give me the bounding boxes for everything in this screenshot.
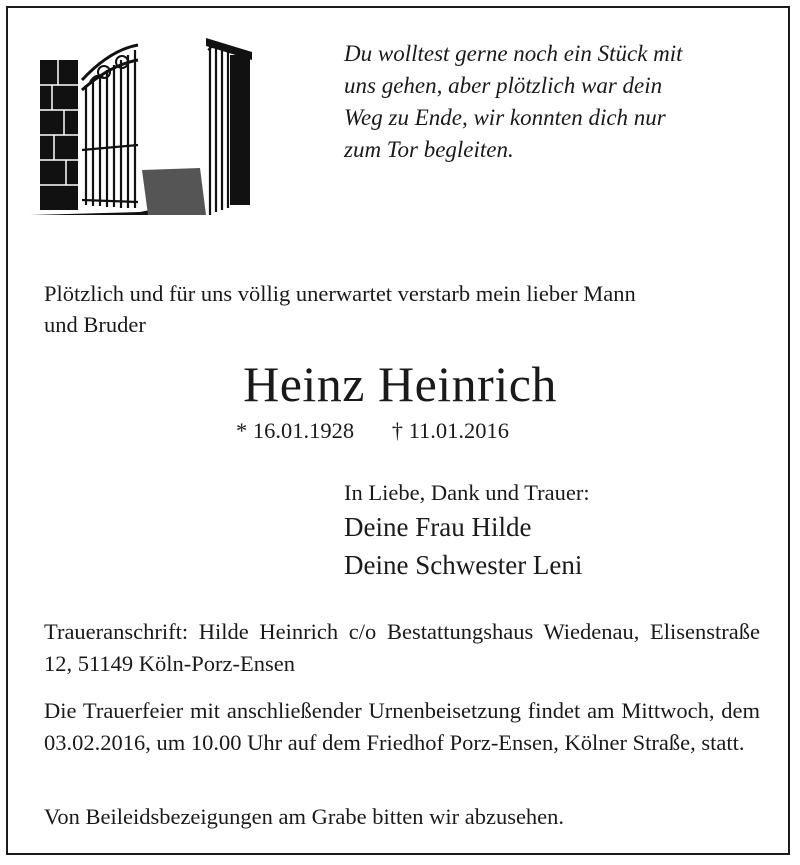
deceased-name: Heinz Heinrich — [243, 356, 557, 412]
memorial-poem — [344, 38, 774, 166]
life-dates — [236, 416, 509, 446]
mourners-lead: In Liebe, Dank und Trauer: — [344, 480, 590, 505]
mourner-name: Deine Schwester Leni — [344, 550, 583, 580]
death-date: † 11.01.2016 — [391, 418, 510, 443]
ceremony-info: Die Trauerfeier mit anschließender Urnenbeisetzung findet am Mittwoch, dem 03.02.2016, um 10.00 Uhr auf dem Friedhof Porz-Ensen, Kölner Straße, statt. — [44, 698, 760, 755]
intro-text — [44, 278, 764, 340]
intro-line: Plötzlich und für uns völlig unerwartet verstarb mein lieber Mann — [44, 281, 636, 306]
mourning-address: Traueranschrift: Hilde Heinrich c/o Bestattungshaus Wiedenau, Elisenstraße 12, 51149 Köln-Porz-Ensen — [44, 619, 760, 676]
closing-note: Von Beileidsbezeigungen am Grabe bitten wir abzusehen. — [44, 804, 565, 829]
poem-line: Du wolltest gerne noch ein Stück mit — [344, 41, 683, 66]
intro-line: und Bruder — [44, 312, 146, 337]
poem-line: zum Tor begleiten. — [344, 137, 514, 162]
mourners-block — [344, 478, 764, 584]
mourner-name: Deine Frau Hilde — [344, 512, 532, 542]
gate-illustration — [30, 30, 260, 220]
poem-line: uns gehen, aber plötzlich war dein — [344, 73, 663, 98]
birth-date: * 16.01.1928 — [236, 418, 355, 443]
poem-line: Weg zu Ende, wir konnten dich nur — [344, 105, 666, 130]
